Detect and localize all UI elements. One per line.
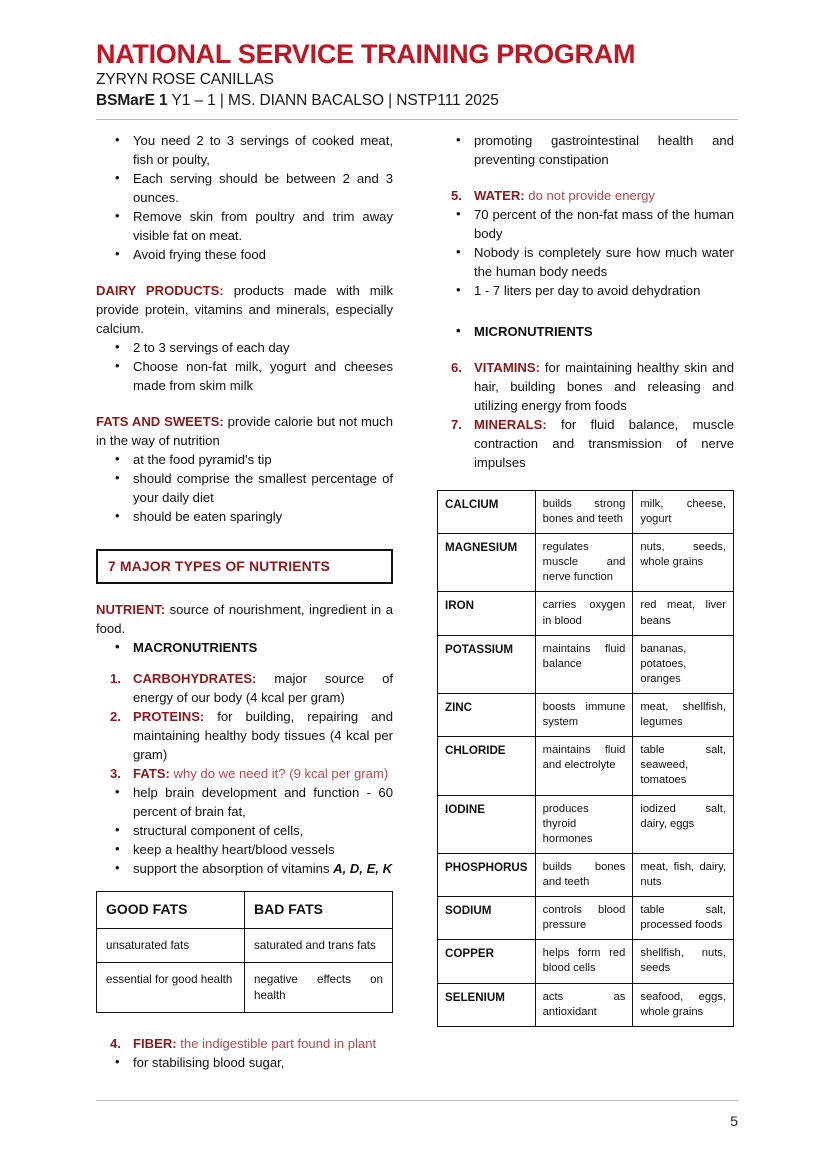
- list-item: • Avoid frying these food: [96, 246, 393, 265]
- mineral-sources: seafood, eggs, whole grains: [633, 983, 734, 1026]
- fiber-benefits-list: [96, 1054, 393, 1073]
- section-heading-box: 7 MAJOR TYPES OF NUTRIENTS: [96, 549, 393, 584]
- mineral-function: acts as antioxidant: [535, 983, 633, 1026]
- mineral-function: builds strong bones and teeth: [535, 490, 633, 533]
- dairy-products-term: DAIRY PRODUCTS:: [96, 283, 224, 299]
- list-item: • keep a healthy heart/blood vessels: [96, 841, 393, 860]
- spacer: [96, 658, 393, 670]
- spacer: [437, 170, 734, 187]
- spacer: [96, 1013, 393, 1035]
- list-item: [96, 1035, 393, 1054]
- proteins-body: for building, repairing and maintaining healthy body tissues (4 kcal per gram): [133, 708, 393, 762]
- list-item: • 2 to 3 servings of each day: [96, 339, 393, 358]
- macronutrients-list: [96, 670, 393, 784]
- mineral-sources: nuts, seeds, whole grains: [633, 534, 734, 592]
- fiber-list: [96, 1035, 393, 1054]
- good-fats-header: GOOD FATS: [97, 891, 245, 928]
- list-item: • Nobody is completely sure how much water the human body needs: [437, 244, 734, 282]
- dairy-products-body: products made with milk provide protein, vitamins and minerals, especially calcium.: [96, 283, 393, 336]
- minerals-body: for fluid balance, muscle contraction and transmission of nerve impulses: [474, 416, 734, 470]
- list-item: • Each serving should be between 2 and 3 ounces.: [96, 170, 393, 208]
- table-row: [438, 940, 734, 983]
- mineral-sources: table salt, seaweed, tomatoes: [633, 737, 734, 795]
- mineral-sources: shellfish, nuts, seeds: [633, 940, 734, 983]
- table-cell: essential for good health: [97, 963, 245, 1013]
- dairy-products-list: [96, 339, 393, 396]
- macronutrients-label: • MACRONUTRIENTS: [96, 639, 393, 658]
- list-item: [437, 416, 734, 473]
- mineral-name: CALCIUM: [438, 490, 536, 533]
- mineral-name: IODINE: [438, 795, 536, 853]
- table-cell: saturated and trans fats: [245, 928, 393, 963]
- fiber-body: the indigestible part found in plant: [176, 1036, 377, 1052]
- micronutrients-label: • MICRONUTRIENTS: [437, 323, 734, 342]
- document-footer: [96, 1100, 738, 1129]
- fats-body: why do we need it? (9 kcal per gram): [169, 765, 389, 781]
- list-item: • at the food pyramid's tip: [96, 451, 393, 470]
- mineral-name: CHLORIDE: [438, 737, 536, 795]
- dairy-products-paragraph: [96, 282, 393, 339]
- list-item: [96, 670, 393, 708]
- water-facts-list: [437, 206, 734, 301]
- list-item: • structural component of cells,: [96, 822, 393, 841]
- author-name: ZYRYN ROSE CANILLAS: [96, 71, 274, 89]
- fats-sweets-paragraph: [96, 413, 393, 451]
- macronutrients-heading-list: [96, 639, 393, 658]
- mineral-function: builds bones and teeth: [535, 853, 633, 896]
- fiber-benefits-continued-list: [437, 132, 734, 170]
- mineral-sources: meat, shellfish, legumes: [633, 693, 734, 736]
- mineral-name: PHOSPHORUS: [438, 853, 536, 896]
- spacer: [96, 584, 393, 601]
- list-item: [96, 708, 393, 765]
- spacer: [437, 473, 734, 490]
- spacer: [96, 879, 393, 891]
- course-code: BSMarE 1: [96, 91, 168, 109]
- micronutrients-list: [437, 359, 734, 473]
- list-item: [96, 860, 393, 879]
- mineral-function: helps form red blood cells: [535, 940, 633, 983]
- table-row: [438, 592, 734, 635]
- spacer: [437, 342, 734, 359]
- vitamins-absorption-text: support the absorption of vitamins: [133, 860, 334, 876]
- footer-divider: [96, 1100, 738, 1101]
- table-cell: negative effects on health: [245, 963, 393, 1013]
- table-cell: unsaturated fats: [97, 928, 245, 963]
- nutrient-term: NUTRIENT:: [96, 601, 166, 617]
- spacer: [96, 527, 393, 549]
- list-item: • should be eaten sparingly: [96, 508, 393, 527]
- proteins-term: PROTEINS:: [133, 708, 205, 724]
- table-row: [438, 853, 734, 896]
- mineral-function: boosts immune system: [535, 693, 633, 736]
- mineral-sources: milk, cheese, yogurt: [633, 490, 734, 533]
- mineral-sources: iodized salt, dairy, eggs: [633, 795, 734, 853]
- fats-sweets-list: [96, 451, 393, 527]
- fats-benefits-list: [96, 784, 393, 879]
- carbohydrates-term: CARBOHYDRATES:: [133, 670, 257, 686]
- list-item: • Choose non-fat milk, yogurt and cheeses made from skim milk: [96, 358, 393, 396]
- micronutrients-heading-list: [437, 323, 734, 342]
- mineral-function: controls blood pressure: [535, 897, 633, 940]
- fats-sweets-body: provide calorie but not much in the way of nutrition: [96, 413, 393, 448]
- header-divider: [96, 119, 738, 120]
- water-body: do not provide energy: [524, 188, 655, 204]
- fats-sweets-term: FATS AND SWEETS:: [96, 413, 224, 429]
- good-bad-fats-table: [96, 891, 393, 1014]
- mineral-name: MAGNESIUM: [438, 534, 536, 592]
- nutrient-definition-paragraph: [96, 601, 393, 639]
- mineral-sources: meat, fish, dairy, nuts: [633, 853, 734, 896]
- course-details: Y1 – 1 | MS. DIANN BACALSO | NSTP111 2025: [167, 91, 499, 109]
- mineral-name: SODIUM: [438, 897, 536, 940]
- water-list: [437, 187, 734, 206]
- course-meta: [96, 91, 738, 110]
- spacer: [96, 265, 393, 282]
- mineral-name: ZINC: [438, 693, 536, 736]
- table-row: [438, 693, 734, 736]
- mineral-function: maintains fluid balance: [535, 635, 633, 693]
- vitamins-body: for maintaining healthy skin and hair, building bones and releasing and utilizing energy from foods: [474, 359, 734, 413]
- nutrient-body: source of nourishment, ingredient in a food.: [96, 601, 393, 636]
- table-row: [97, 963, 393, 1013]
- mineral-function: produces thyroid hormones: [535, 795, 633, 853]
- mineral-name: POTASSIUM: [438, 635, 536, 693]
- list-item: • 1 - 7 liters per day to avoid dehydration: [437, 282, 734, 301]
- right-column: [437, 132, 734, 1073]
- table-row: [438, 534, 734, 592]
- minerals-table: [437, 490, 734, 1027]
- table-row: [438, 983, 734, 1026]
- water-term: WATER:: [474, 188, 525, 204]
- mineral-function: maintains fluid and electrolyte: [535, 737, 633, 795]
- page-number: 5: [730, 1113, 738, 1129]
- list-item: • for stabilising blood sugar,: [96, 1054, 393, 1073]
- list-item: • should comprise the smallest percentage of your daily diet: [96, 470, 393, 508]
- document-header: [96, 40, 738, 120]
- page-title: NATIONAL SERVICE TRAINING PROGRAM: [96, 39, 636, 69]
- list-item: • promoting gastrointestinal health and preventing constipation: [437, 132, 734, 170]
- spacer: [96, 396, 393, 413]
- mineral-sources: bananas, potatoes, oranges: [633, 635, 734, 693]
- mineral-sources: red meat, liver beans: [633, 592, 734, 635]
- table-row: [438, 897, 734, 940]
- mineral-function: regulates muscle and nerve function: [535, 534, 633, 592]
- fiber-term: FIBER:: [133, 1036, 177, 1052]
- content-columns: [96, 132, 738, 1073]
- vitamin-letters: A, D, E, K: [333, 860, 393, 876]
- list-item: [437, 359, 734, 416]
- table-row: [438, 635, 734, 693]
- table-row: [438, 490, 734, 533]
- mineral-name: COPPER: [438, 940, 536, 983]
- vitamins-term: VITAMINS:: [474, 359, 540, 375]
- list-item: • 70 percent of the non-fat mass of the human body: [437, 206, 734, 244]
- bad-fats-header: BAD FATS: [245, 891, 393, 928]
- left-column: [96, 132, 393, 1073]
- list-item: • You need 2 to 3 servings of cooked meat, fish or poulty,: [96, 132, 393, 170]
- spacer: [437, 301, 734, 323]
- mineral-name: SELENIUM: [438, 983, 536, 1026]
- list-item: [437, 187, 734, 206]
- table-row: [97, 928, 393, 963]
- mineral-function: carries oxygen in blood: [535, 592, 633, 635]
- mineral-sources: table salt, processed foods: [633, 897, 734, 940]
- minerals-term: MINERALS:: [474, 416, 547, 432]
- fats-term: FATS:: [133, 765, 170, 781]
- list-item: [96, 765, 393, 784]
- carbohydrates-body: major source of energy of our body (4 kcal per gram): [133, 670, 393, 705]
- mineral-name: IRON: [438, 592, 536, 635]
- table-header-row: [97, 891, 393, 928]
- table-row: [438, 737, 734, 795]
- table-row: [438, 795, 734, 853]
- meat-servings-list: [96, 132, 393, 265]
- list-item: • help brain development and function - 60 percent of brain fat,: [96, 784, 393, 822]
- list-item: • Remove skin from poultry and trim away visible fat on meat.: [96, 208, 393, 246]
